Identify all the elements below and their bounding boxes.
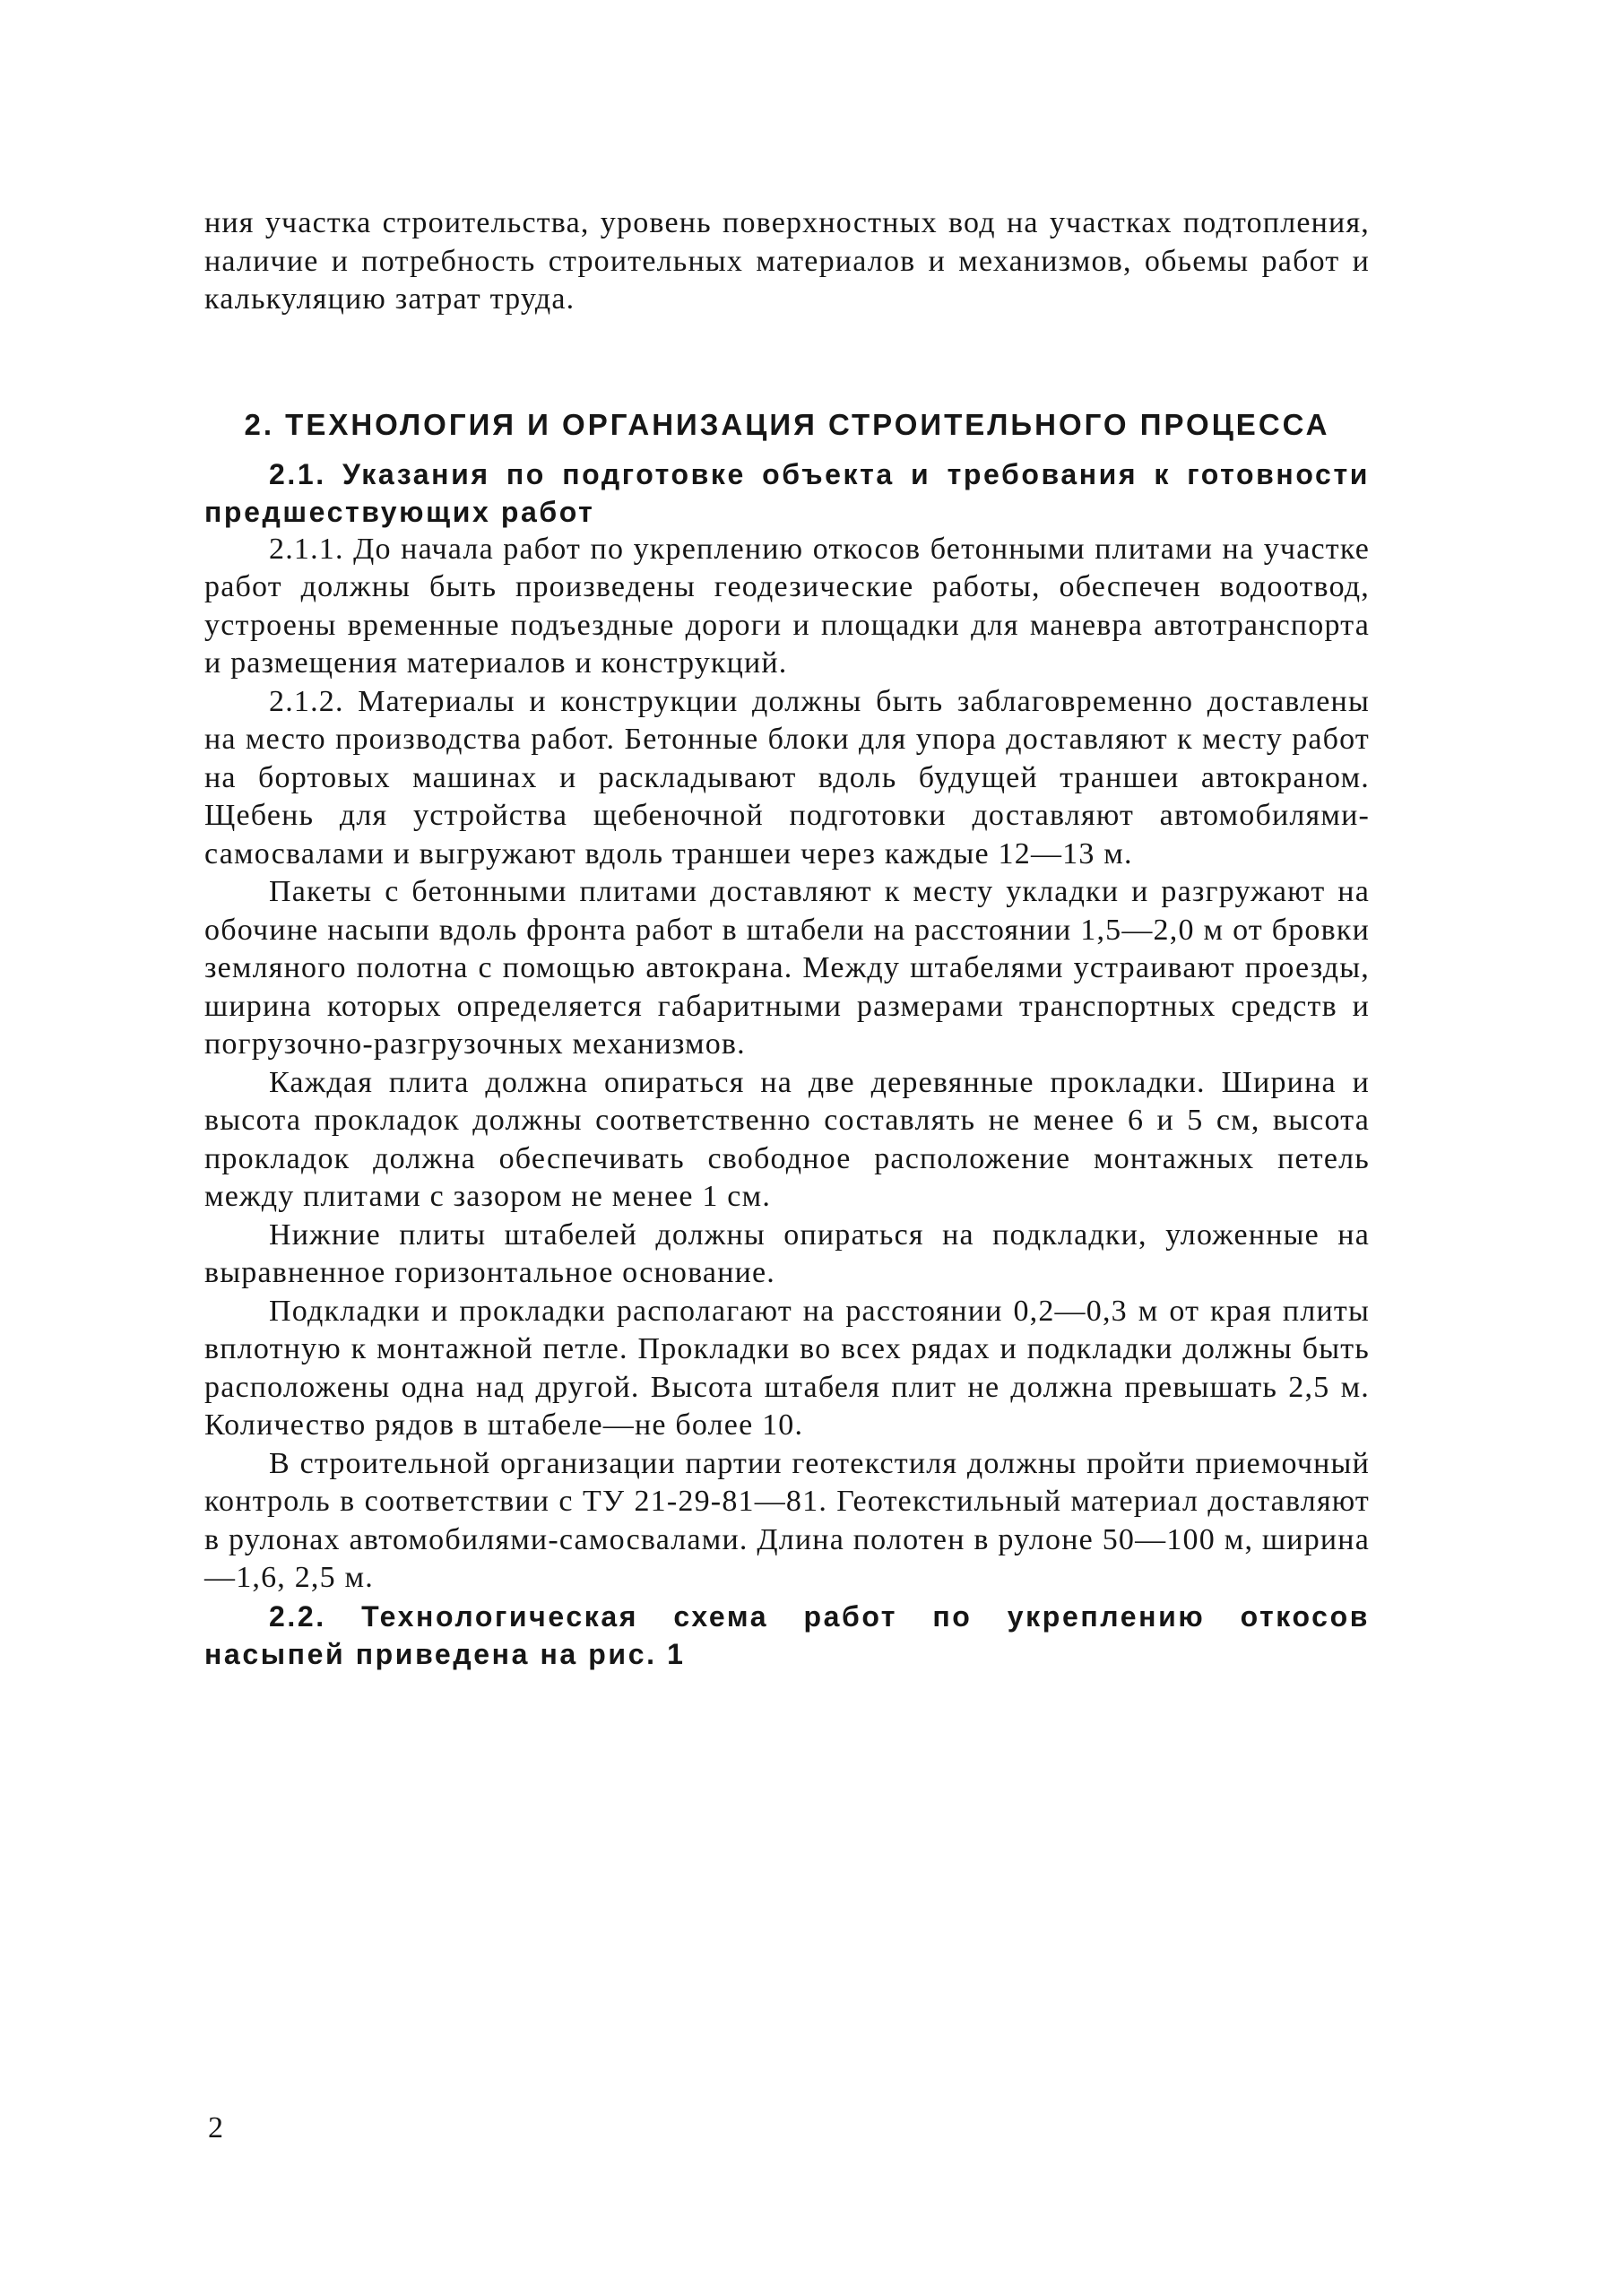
paragraph-each-plate: Каждая плита должна опираться на две деревянные прокладки. Ширина и высота прокладок должны соответственно составлять не менее 6 и 5 см, высота прокладок должна обеспечивать свободное расположение монтажных петель между плитами с зазором не менее 1 см. [204, 1065, 1370, 1213]
paragraph-lower-plates: Нижние плиты штабелей должны опираться на подкладки, уложенные на выравненное горизонтальное основание. [204, 1217, 1370, 1289]
section-heading: 2. ТЕХНОЛОГИЯ И ОРГАНИЗАЦИЯ СТРОИТЕЛЬНОГО ПРОЦЕССА [244, 407, 1330, 441]
paragraph-2-1-2: 2.1.2. Материалы и конструкции должны быть заблаговременно доставлены на место производства работ. Бетонные блоки для упора доставляют к месту работ на бортовых машинах и раскладывают вдоль будущей траншеи автокраном. Щебень для устройства щебеночной подготовки доставляют автомобилями-самосвалами и выгружают вдоль траншеи через каждые 12—13 м. [204, 684, 1370, 871]
paragraph-supports: Подкладки и прокладки располагают на расстоянии 0,2—0,3 м от края плиты вплотную к монтажной петле. Прокладки во всех рядах и подкладки должны быть расположены одна над другой. Высота штабеля плит не должна превышать 2,5 м. Количество рядов в штабеле—не более 10. [204, 1294, 1370, 1442]
document-page [204, 204, 1370, 1673]
page-number: 2 [208, 2111, 223, 2144]
subsection-2-2-heading: 2.2. Технологическая схема работ по укреплению откосов насыпей приведена на рис. 1 [204, 1599, 1370, 1670]
paragraph-2-1-1: 2.1.1. До начала работ по укреплению откосов бетонными плитами на участке работ должны быть произведены геодезические работы, обеспечен водоотвод, устроены временные подъездные дороги и площадки для маневра автотранспорта и размещения материалов и конструкций. [204, 532, 1370, 680]
intro-fragment: ния участка строительства, уровень поверхностных вод на участках подтопления, наличие и потребность строительных материалов и механизмов, обьемы работ и калькуляцию затрат труда. [204, 206, 1370, 316]
subsection-2-1-heading: 2.1. Указания по подготовке объекта и требования к готовности предшествующих работ [204, 457, 1370, 528]
paragraph-geotextile: В строительной организации партии геотекстиля должны пройти приемочный контроль в соответствии с ТУ 21-29-81—81. Геотекстильный материал доставляют в рулонах автомобилями-самосвалами. Длина полотен в рулоне 50—100 м, ширина—1,6, 2,5 м. [204, 1446, 1370, 1594]
paragraph-packets: Пакеты с бетонными плитами доставляют к месту укладки и разгружают на обочине насыпи вдоль фронта работ в штабели на расстоянии 1,5—2,0 м от бровки земляного полотна с помощью автокрана. Между штабелями устраивают проезды, ширина которых определяется габаритными размерами транспортных средств и погрузочно-разгрузочных механизмов. [204, 875, 1370, 1061]
